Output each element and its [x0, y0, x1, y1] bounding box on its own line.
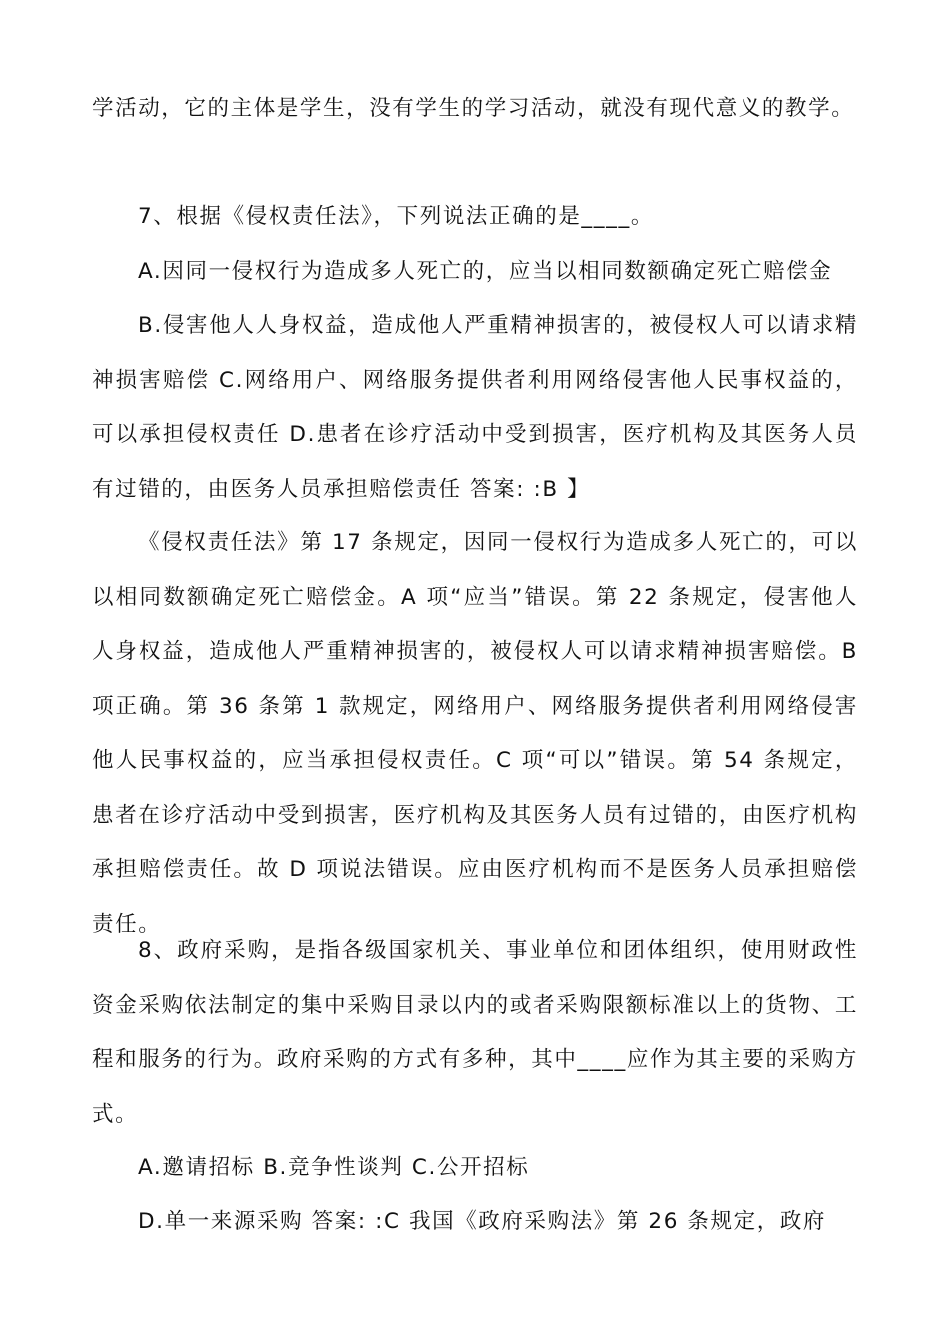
question-8-options: A.邀请招标 B.竞争性谈判 C.公开招标 [138, 1155, 530, 1180]
question-7-explanation: 《侵权责任法》第 17 条规定，因同一侵权行为造成多人死亡的，可以以相同数额确定死亡赔偿金。A 项“应当”错误。第 22 条规定，侵害他人人身权益，造成他人严重精神损害的，被侵权人可以请求精神损害赔偿。B 项正确。第 36 条第 1 款规定，网络用户、网络服务提供者利用网络侵害他人民事权益的，应当承担侵权责任。C 项“可以”错误。第 54 条规定，患者在诊疗活动中受到损害，医疗机构及其医务人员有过错的，由医疗机构承担赔偿责任。故 D 项说法错误。应由医疗机构而不是医务人员承担赔偿责任。 [92, 530, 858, 937]
question-8-stem: 8、政府采购，是指各级国家机关、事业单位和团体组织，使用财政性资金采购依法制定的集中采购目录以内的或者采购限额标准以上的货物、工程和服务的行为。政府采购的方式有多种，其中____应作为其主要的采购方式。 [92, 938, 858, 1127]
question-7-option-a: A.因同一侵权行为造成多人死亡的，应当以相同数额确定死亡赔偿金 [138, 259, 833, 284]
question-7-options-answer: B.侵害他人人身权益，造成他人严重精神损害的，被侵权人可以请求精神损害赔偿 C.网络用户、网络服务提供者利用网络侵害他人民事权益的，可以承担侵权责任 D.患者在诊疗活动中受到损害，医疗机构及其医务人员有过错的，由医务人员承担赔偿责任 答案: :B 】 [92, 313, 858, 502]
question-8-option-d-answer: D.单一来源采购 答案: :C 我国《政府采购法》第 26 条规定，政府 [138, 1209, 827, 1234]
question-7-stem: 7、根据《侵权责任法》，下列说法正确的是____。 [138, 204, 654, 229]
paragraph-continuation: 学活动，它的主体是学生，没有学生的学习活动，就没有现代意义的教学。 [92, 96, 855, 121]
